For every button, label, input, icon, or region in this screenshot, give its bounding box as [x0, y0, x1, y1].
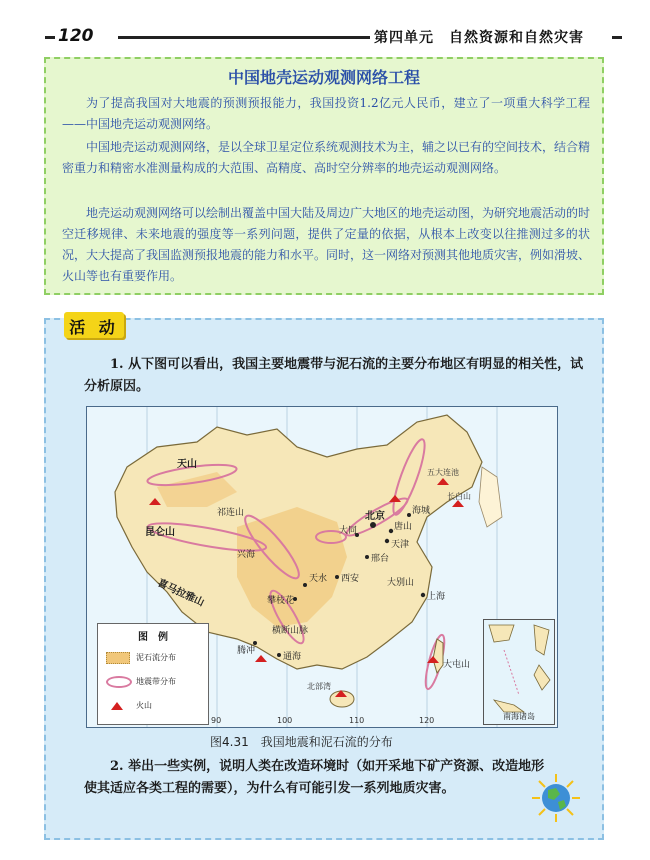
sea-label: 北部湾 — [307, 682, 331, 691]
mountain-label: 喜马拉雅山 — [155, 577, 206, 609]
mountain-label: 祁连山 — [217, 508, 245, 518]
activity-label: 活 动 — [69, 318, 119, 337]
legend-title: 图 例 — [138, 632, 168, 643]
city-label: 唐山 — [394, 522, 413, 532]
city-label: 上海 — [427, 592, 446, 602]
debris-flow-swatch — [106, 652, 130, 664]
china-hazard-map — [86, 406, 558, 728]
seismic-belt-swatch — [106, 676, 132, 688]
volcano-mark — [452, 500, 464, 507]
info-box — [44, 57, 604, 295]
longitude-label: 100 — [277, 716, 293, 725]
unit-title: 第四单元 自然资源和自然灾害 — [374, 30, 584, 46]
info-paragraph: 中国地壳运动观测网络，是以全球卫星定位系统观测技术为主，辅之以已有的空间技术，结合精密重力和精密水准测量构成的大范围、高精度、高时空分辨率的地壳运动观测网络。 — [62, 140, 591, 175]
info-paragraph: 地壳运动观测网络可以绘制出覆盖中国大陆及周边广大地区的地壳运动图，为研究地震活动的时空迁移规律、未来地震的强度等一系列问题，提供了定量的依据，从根本上改变以往推测过多的状况，大大提高了我国监测预报地震的能力和水平。同时，这一网络对预测其他地质灾害，例如滑坡、火山等也有重要作用。 — [62, 206, 591, 283]
place-label: 长白山 — [447, 492, 471, 501]
place-label: 大屯山 — [443, 660, 471, 670]
legend-label: 火山 — [136, 701, 152, 710]
inset-graphic — [484, 620, 554, 724]
inset-label: 南海诸岛 — [503, 712, 535, 721]
city-label: 北京 — [365, 511, 385, 522]
legend-label: 泥石流分布 — [136, 653, 176, 662]
place-label: 五大连池 — [427, 468, 459, 477]
longitude-label: 110 — [349, 716, 365, 725]
figure-caption: 图4.31 我国地震和泥石流的分布 — [210, 735, 393, 749]
info-box-title: 中国地壳运动观测网络工程 — [227, 68, 420, 87]
city-label: 邢台 — [371, 554, 390, 564]
mountain-label: 天山 — [177, 459, 197, 470]
place-label: 大别山 — [387, 578, 415, 588]
city-label: 天津 — [391, 540, 410, 550]
city-label: 通海 — [283, 652, 302, 662]
page-header — [0, 0, 650, 52]
city-label: 大同 — [339, 526, 358, 536]
longitude-label: 90 — [211, 716, 222, 725]
globe-icon — [530, 772, 582, 824]
volcano-mark — [255, 655, 267, 662]
map-legend — [97, 623, 209, 725]
city-label: 腾冲 — [237, 646, 256, 656]
header-rule-left — [45, 36, 55, 39]
legend-label: 地震带分布 — [136, 677, 176, 686]
question-1: 1. 从下图可以看出，我国主要地震带与泥石流的主要分布地区有明显的相关性，试分析原因。 — [84, 357, 584, 394]
city-label: 兴海 — [237, 550, 256, 560]
city-label: 攀枝花 — [267, 596, 295, 606]
page-number: 120 — [58, 26, 94, 46]
header-rule-middle — [118, 36, 370, 39]
question-2: 2. 举出一些实例，说明人类在改造环境时（如开采地下矿产资源、改造地形使其适应各类工程的需要），为什么有可能引发一系列地质灾害。 — [84, 759, 545, 796]
south-china-sea-inset — [483, 619, 555, 725]
volcano-icon — [106, 700, 128, 710]
longitude-label: 120 — [419, 716, 435, 725]
mountain-label: 昆仑山 — [145, 527, 175, 538]
city-label: 天水 — [309, 574, 328, 584]
info-paragraph: 为了提高我国对大地震的预测预报能力，我国投资1.2亿元人民币，建立了一项重大科学工程——中国地壳运动观测网络。 — [62, 96, 590, 131]
activity-tab — [64, 312, 124, 338]
place-label: 横断山脉 — [272, 626, 309, 636]
city-label: 海城 — [412, 506, 431, 516]
header-rule-right — [612, 36, 622, 39]
city-label: 西安 — [341, 574, 360, 584]
